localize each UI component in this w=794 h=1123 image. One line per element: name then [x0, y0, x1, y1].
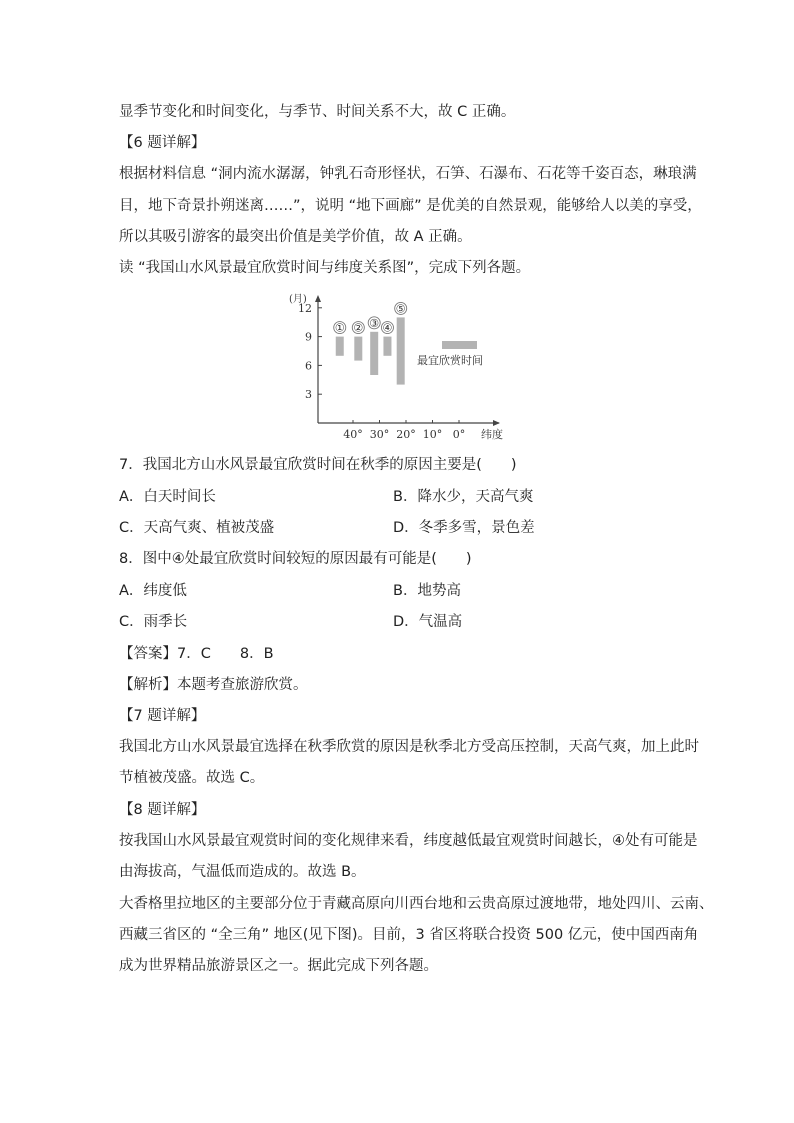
answer-line: 【答案】7．C 8．B	[119, 646, 274, 662]
analysis-line: 【解析】本题考查旅游欣赏。	[119, 677, 308, 693]
detail-8-line-1: 按我国山水风景最宜观赏时间的变化规律来看，纬度越低最宜观赏时间越长，④处有可能是	[119, 833, 698, 849]
x-tick-label: 0°	[452, 428, 466, 441]
q8-option-b: B．地势高	[393, 583, 461, 599]
q8-option-a: A．纬度低	[119, 583, 187, 599]
line-6: 读 “我国山水风景最宜欣赏时间与纬度关系图”，完成下列各题。	[119, 260, 531, 276]
bar-3	[370, 332, 378, 375]
bar-label: ②	[353, 321, 364, 335]
question-8: 8．图中④处最宜欣赏时间较短的原因最有可能是( )	[119, 551, 472, 567]
y-axis-label: (月)	[289, 294, 307, 305]
x-tick-label: 10°	[422, 428, 443, 441]
paragraph-line-2: 西藏三省区的 “全三角” 地区(见下图)。目前，3 省区将联合投资 500 亿元，使中国西南角	[119, 927, 699, 943]
q7-option-c: C．天高气爽、植被茂盛	[119, 520, 275, 536]
latitude-time-chart	[285, 285, 515, 443]
y-tick-label: 12	[298, 301, 312, 315]
detail-7-line-1: 我国北方山水风景最宜选择在秋季欣赏的原因是秋季北方受高压控制，天高气爽，加上此时	[119, 739, 699, 755]
legend-label: 最宜欣赏时间	[417, 354, 483, 367]
bar-4	[383, 337, 391, 356]
line-5: 所以其吸引游客的最突出价值是美学价值，故 A 正确。	[119, 229, 472, 245]
x-axis-arrow	[493, 420, 500, 426]
bar-label: ④	[382, 321, 393, 335]
line-3: 根据材料信息 “洞内流水潺潺，钟乳石奇形怪状，石笋、石瀑布、石花等千姿百态，琳琅满	[119, 166, 697, 182]
question-7: 7．我国北方山水风景最宜欣赏时间在秋季的原因主要是( )	[119, 457, 517, 473]
paragraph-line-1: 大香格里拉地区的主要部分位于青藏高原向川西台地和云贵高原过渡地带，地处四川、云南、	[119, 896, 714, 912]
paragraph-line-3: 成为世界精品旅游景区之一。据此完成下列各题。	[119, 958, 438, 974]
chart-labels	[289, 293, 503, 441]
x-axis-label: 纬度	[481, 428, 503, 441]
section-heading-7: 【7 题详解】	[119, 708, 206, 724]
y-tick-label: 3	[305, 388, 312, 402]
bar-label: ⑤	[395, 302, 406, 316]
q7-option-a: A．白天时间长	[119, 489, 216, 505]
bar-label: ③	[369, 316, 380, 330]
x-tick-label: 30°	[369, 428, 390, 441]
x-tick-label: 20°	[396, 428, 416, 441]
bar-5	[397, 317, 405, 384]
y-axis-arrow	[315, 295, 321, 302]
q7-option-d: D．冬季多雪，景色差	[393, 520, 535, 536]
line-1: 显季节变化和时间变化，与季节、时间关系不大，故 C 正确。	[119, 104, 516, 120]
section-heading-6: 【6 题详解】	[119, 135, 206, 151]
q7-option-b: B．降水少，天高气爽	[393, 489, 534, 505]
legend-swatch	[442, 341, 477, 349]
line-4: 目，地下奇景扑朔迷离……”，说明 “地下画廊” 是优美的自然景观，能够给人以美的享受，	[119, 198, 702, 214]
q8-option-d: D．气温高	[393, 614, 463, 630]
detail-8-line-2: 由海拔高，气温低而造成的。故选 B。	[119, 864, 366, 880]
y-tick-label: 9	[305, 330, 312, 344]
x-tick-label: 40°	[343, 428, 363, 441]
bar-label: ①	[334, 321, 345, 335]
q8-option-c: C．雨季长	[119, 614, 188, 630]
bar-1	[336, 337, 344, 356]
bar-2	[354, 337, 362, 361]
detail-7-line-2: 节植被茂盛。故选 C。	[119, 770, 265, 786]
section-heading-8: 【8 题详解】	[119, 802, 206, 818]
y-tick-label: 6	[305, 359, 312, 373]
